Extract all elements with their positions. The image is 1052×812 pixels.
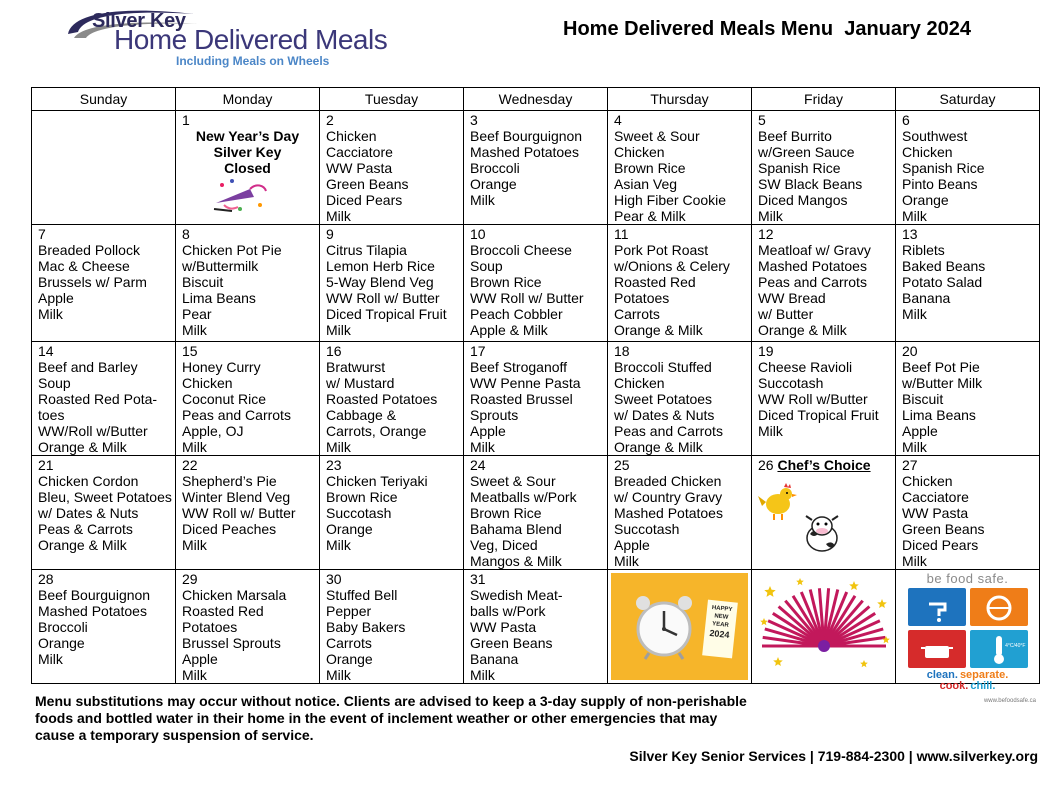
note-line: NEW xyxy=(713,613,729,621)
day-cell xyxy=(464,570,608,684)
menu-item: Milk xyxy=(326,439,351,455)
menu-item: Potatoes xyxy=(182,619,238,635)
day-number: 13 xyxy=(902,226,918,242)
menu-item: Coconut Rice xyxy=(182,391,267,407)
day-number: 10 xyxy=(470,226,486,242)
silver-key-logo xyxy=(64,4,414,68)
cow-icon xyxy=(802,512,842,556)
menu-item: Southwest xyxy=(902,128,968,144)
day-cell xyxy=(608,342,752,456)
menu-item: Winter Blend Veg xyxy=(182,489,291,505)
day-number: 11 xyxy=(614,226,629,242)
menu-item: Beef Burrito xyxy=(758,128,832,144)
menu-item: WW Roll w/Butter xyxy=(758,391,868,407)
day-cell xyxy=(464,342,608,456)
day-number: 28 xyxy=(38,571,54,587)
day-number: 18 xyxy=(614,343,630,359)
menu-item: Breaded Pollock xyxy=(38,242,140,258)
menu-item: w/ Dates & Nuts xyxy=(614,407,715,423)
menu-item: WW Roll w/ Butter xyxy=(182,505,296,521)
menu-item: Orange xyxy=(470,176,517,192)
menu-item: Broccoli xyxy=(38,619,88,635)
menu-item: WW Roll w/ Butter xyxy=(470,290,584,306)
holiday-note: Closed xyxy=(224,160,271,176)
day-cell xyxy=(320,111,464,225)
menu-item: WW Pasta xyxy=(902,505,969,521)
menu-item: Beef Bourguignon xyxy=(470,128,583,144)
menu-item: Beef Pot Pie xyxy=(902,359,980,375)
menu-item: Roasted Brussel xyxy=(470,391,573,407)
menu-item: Carrots, Orange xyxy=(326,423,427,439)
menu-item: Mashed Potatoes xyxy=(470,144,579,160)
menu-item: Cheese Ravioli xyxy=(758,359,853,375)
day-number: 16 xyxy=(326,343,342,359)
poster-word: chill. xyxy=(970,680,996,692)
day-number: 31 xyxy=(470,571,486,587)
menu-item: Diced Mangos xyxy=(758,192,848,208)
alarm-clock-icon xyxy=(629,591,699,661)
day-cell xyxy=(176,111,320,225)
menu-item: Shepherd’s Pie xyxy=(182,473,277,489)
menu-item: Brown Rice xyxy=(614,160,686,176)
menu-item: Orange & Milk xyxy=(614,322,703,338)
menu-item: Apple xyxy=(614,537,650,553)
day-cell xyxy=(896,111,1040,225)
menu-item: Orange xyxy=(902,192,949,208)
menu-item: Cabbage & xyxy=(326,407,397,423)
menu-item: Carrots xyxy=(326,635,372,651)
menu-item: Chicken xyxy=(326,128,377,144)
day-cell xyxy=(896,342,1040,456)
menu-item: Chicken xyxy=(614,375,665,391)
menu-item: Roasted Red xyxy=(182,603,264,619)
day-number: 9 xyxy=(326,226,334,242)
menu-item: Chicken xyxy=(902,144,953,160)
menu-item: Milk xyxy=(326,322,351,338)
day-cell xyxy=(608,111,752,225)
menu-item: Roasted Red xyxy=(614,274,696,290)
day-cell xyxy=(608,570,752,684)
menu-item: w/Buttermilk xyxy=(182,258,259,274)
poster-icon-grid xyxy=(899,588,1036,668)
poster-title: be food safe. xyxy=(926,571,1009,586)
day-number: 24 xyxy=(470,457,486,473)
menu-item: Chicken Pot Pie xyxy=(182,242,282,258)
menu-item: Bleu, Sweet Potatoes xyxy=(38,489,172,505)
menu-item: High Fiber Cookie xyxy=(614,192,727,208)
poster-word: clean. xyxy=(926,669,958,681)
substitution-notice: Menu substitutions may occur without notice. Clients are advised to keep a 3-day supply of non-perishable foods and bottled water in their home in the event of inclement weather or other emergencies that may cause a temporary suspension of service. xyxy=(35,693,747,743)
day-cell xyxy=(32,111,176,225)
menu-item: Chicken xyxy=(182,375,233,391)
happy-new-year-note xyxy=(702,600,738,659)
page-title: Home Delivered Meals Menu January 2024 xyxy=(563,18,971,40)
day-number: 2 xyxy=(326,112,334,128)
week-row xyxy=(32,456,1040,570)
day-number: 29 xyxy=(182,571,198,587)
menu-item: Peas and Carrots xyxy=(614,423,723,439)
menu-item: Carrots xyxy=(614,306,660,322)
day-number: 6 xyxy=(902,112,910,128)
day-number: 17 xyxy=(470,343,486,359)
menu-item: Beef Stroganoff xyxy=(470,359,568,375)
menu-item: w/Butter Milk xyxy=(902,375,983,391)
weekday-header: Tuesday xyxy=(320,88,464,111)
day-number: 27 xyxy=(902,457,918,473)
week-row xyxy=(32,111,1040,225)
menu-item: Sweet & Sour xyxy=(470,473,556,489)
day-number: 3 xyxy=(470,112,478,128)
weekday-header: Friday xyxy=(752,88,896,111)
menu-item: Succotash xyxy=(326,505,392,521)
menu-item: Orange & Milk xyxy=(38,537,127,553)
week-row xyxy=(32,570,1040,684)
menu-item: Lima Beans xyxy=(182,290,256,306)
menu-item: Bratwurst xyxy=(326,359,386,375)
menu-item: Pear xyxy=(182,306,212,322)
menu-item: Pear & Milk xyxy=(614,208,686,224)
menu-item: Peas and Carrots xyxy=(758,274,867,290)
menu-item: WW Pasta xyxy=(470,619,537,635)
day-cell xyxy=(608,225,752,342)
day-cell xyxy=(608,456,752,570)
menu-item: Citrus Tilapia xyxy=(326,242,407,258)
day-number: 15 xyxy=(182,343,198,359)
menu-item: Pepper xyxy=(326,603,372,619)
menu-item: Succotash xyxy=(614,521,680,537)
menu-item: Diced Tropical Fruit xyxy=(758,407,879,423)
menu-item: Milk xyxy=(38,651,63,667)
menu-item: Apple xyxy=(902,423,938,439)
menu-item: Brown Rice xyxy=(470,505,542,521)
day-number: 1 xyxy=(182,112,190,128)
thermometer-label: 4°C/40°F xyxy=(1005,643,1026,649)
menu-item: Diced Peaches xyxy=(182,521,277,537)
day-number: 7 xyxy=(38,226,46,242)
menu-item: Milk xyxy=(470,192,495,208)
menu-item: Apple & Milk xyxy=(470,322,548,338)
menu-item: Baked Beans xyxy=(902,258,986,274)
day-cell xyxy=(320,342,464,456)
new-year-clock-picture xyxy=(611,573,748,680)
menu-item: Milk xyxy=(902,306,927,322)
menu-item: Green Beans xyxy=(902,521,985,537)
menu-item: Milk xyxy=(326,208,351,224)
weekday-header: Sunday xyxy=(32,88,176,111)
menu-item: SW Black Beans xyxy=(758,176,863,192)
menu-item: Veg, Diced xyxy=(470,537,538,553)
menu-item: Honey Curry xyxy=(182,359,261,375)
menu-item: Potato Salad xyxy=(902,274,983,290)
day-cell xyxy=(752,225,896,342)
menu-item: Apple, OJ xyxy=(182,423,244,439)
day-cell xyxy=(320,225,464,342)
day-number: 30 xyxy=(326,571,342,587)
menu-item: Milk xyxy=(470,439,495,455)
menu-item: Apple xyxy=(470,423,506,439)
menu-item: Milk xyxy=(470,667,495,683)
menu-item: Asian Veg xyxy=(614,176,678,192)
menu-item: Chicken xyxy=(902,473,953,489)
menu-item: 5-Way Blend Veg xyxy=(326,274,434,290)
menu-item: Diced Tropical Fruit xyxy=(326,306,447,322)
menu-item: Swedish Meat- xyxy=(470,587,563,603)
logo-tagline: Including Meals on Wheels xyxy=(176,54,330,68)
menu-item: Soup xyxy=(470,258,503,274)
menu-item: Milk xyxy=(38,306,63,322)
menu-item: Biscuit xyxy=(902,391,944,407)
menu-item: Peas & Carrots xyxy=(38,521,133,537)
menu-item: Stuffed Bell xyxy=(326,587,398,603)
menu-item: Mangos & Milk xyxy=(470,553,562,569)
day-cell xyxy=(176,456,320,570)
menu-item: WW Roll w/ Butter xyxy=(326,290,440,306)
menu-item: Brussels w/ Parm xyxy=(38,274,147,290)
menu-item: Pinto Beans xyxy=(902,176,978,192)
menu-item: Brown Rice xyxy=(326,489,398,505)
menu-item: Orange & Milk xyxy=(758,322,847,338)
holiday-note: New Year’s Day xyxy=(195,128,300,144)
menu-item: Broccoli Stuffed xyxy=(614,359,712,375)
menu-calendar xyxy=(31,87,1040,704)
menu-item: Mashed Potatoes xyxy=(614,505,723,521)
menu-item: Breaded Chicken xyxy=(614,473,722,489)
menu-item: Milk xyxy=(182,667,207,683)
menu-item: Milk xyxy=(182,537,207,553)
menu-item: Mashed Potatoes xyxy=(38,603,147,619)
day-number: 25 xyxy=(614,457,630,473)
weekday-header: Monday xyxy=(176,88,320,111)
day-number: 22 xyxy=(182,457,198,473)
clean-tap-icon xyxy=(908,588,966,626)
menu-item: Broccoli Cheese xyxy=(470,242,572,258)
menu-item: Chicken Teriyaki xyxy=(326,473,428,489)
menu-item: Orange xyxy=(38,635,85,651)
menu-item: Potatoes xyxy=(614,290,670,306)
menu-item: Chicken Cordon xyxy=(38,473,139,489)
menu-item: WW/Roll w/Butter xyxy=(38,423,148,439)
day-cell xyxy=(752,111,896,225)
menu-item: WW Penne Pasta xyxy=(470,375,581,391)
day-cell xyxy=(32,342,176,456)
day-cell xyxy=(464,456,608,570)
note-line: 2024 xyxy=(708,627,730,640)
cook-pot-icon xyxy=(908,630,966,668)
menu-item: Lemon Herb Rice xyxy=(326,258,435,274)
holiday-note: Silver Key xyxy=(213,144,282,160)
menu-item: Roasted Red Pota- xyxy=(38,391,158,407)
menu-item: toes xyxy=(38,407,65,423)
menu-item: Roasted Potatoes xyxy=(326,391,438,407)
menu-item: Cacciatore xyxy=(902,489,969,505)
menu-item: Lima Beans xyxy=(902,407,976,423)
day-cell xyxy=(752,570,896,684)
separate-plate-icon xyxy=(970,588,1028,626)
menu-item: Sweet Potatoes xyxy=(614,391,713,407)
weekday-header-row xyxy=(32,88,1040,111)
menu-item: w/ Dates & Nuts xyxy=(38,505,139,521)
day-number: 21 xyxy=(38,457,54,473)
week-row xyxy=(32,342,1040,456)
day-cell xyxy=(752,456,896,570)
menu-item: Peas and Carrots xyxy=(182,407,291,423)
menu-item: Milk xyxy=(326,667,351,683)
day-number: 19 xyxy=(758,343,774,359)
day-cell xyxy=(896,456,1040,570)
menu-item: Orange & Milk xyxy=(38,439,127,455)
menu-item: Orange & Milk xyxy=(614,439,703,455)
menu-item: Sweet & Sour xyxy=(614,128,700,144)
menu-item: Milk xyxy=(182,439,207,455)
menu-item: Beef and Barley xyxy=(38,359,138,375)
menu-item: Milk xyxy=(758,208,783,224)
day-number: 8 xyxy=(182,226,190,242)
menu-item: Milk xyxy=(326,537,351,553)
menu-item: Green Beans xyxy=(326,176,409,192)
menu-item: Diced Pears xyxy=(326,192,403,208)
chill-thermometer-icon xyxy=(970,630,1028,668)
menu-item: WW Bread xyxy=(758,290,826,306)
menu-item: Biscuit xyxy=(182,274,224,290)
menu-item: Milk xyxy=(182,322,207,338)
day-number: 5 xyxy=(758,112,766,128)
menu-item: Baby Bakers xyxy=(326,619,406,635)
day-cell xyxy=(176,225,320,342)
menu-item: Meatloaf w/ Gravy xyxy=(758,242,871,258)
menu-item: Milk xyxy=(758,423,783,439)
menu-item: Brussel Sprouts xyxy=(182,635,281,651)
menu-item: Orange xyxy=(326,521,373,537)
contact-line: Silver Key Senior Services | 719-884-2300 | www.silverkey.org xyxy=(629,748,1038,764)
day-cell xyxy=(32,456,176,570)
menu-item: Banana xyxy=(470,651,519,667)
menu-item: Meatballs w/Pork xyxy=(470,489,577,505)
menu-item: Cacciatore xyxy=(326,144,393,160)
day-number: 12 xyxy=(758,226,774,242)
menu-item: w/ Country Gravy xyxy=(614,489,723,505)
menu-item: Diced Pears xyxy=(902,537,979,553)
chefs-choice-label: Chef’s Choice xyxy=(777,457,871,473)
day-cell xyxy=(896,225,1040,342)
poster-word: separate. xyxy=(959,669,1009,681)
party-horn-icon xyxy=(210,175,270,215)
menu-item: Apple xyxy=(38,290,74,306)
menu-item: Mac & Cheese xyxy=(38,258,130,274)
menu-item: Chicken Marsala xyxy=(182,587,287,603)
menu-item: Sprouts xyxy=(470,407,519,423)
menu-item: Spanish Rice xyxy=(758,160,841,176)
day-cell xyxy=(320,456,464,570)
day-cell xyxy=(464,225,608,342)
fireworks-picture xyxy=(754,576,894,672)
menu-item: Pork Pot Roast xyxy=(614,242,709,258)
be-food-safe-poster xyxy=(899,571,1036,704)
weekday-header: Wednesday xyxy=(464,88,608,111)
menu-item: w/Green Sauce xyxy=(758,144,855,160)
day-number: 26 xyxy=(758,457,774,473)
menu-item: Beef Bourguignon xyxy=(38,587,151,603)
menu-item: Mashed Potatoes xyxy=(758,258,867,274)
menu-item: Bahama Blend xyxy=(470,521,562,537)
poster-word: cook. xyxy=(939,680,969,692)
menu-item: w/Onions & Celery xyxy=(614,258,730,274)
day-number: 4 xyxy=(614,112,622,128)
weekday-header: Thursday xyxy=(608,88,752,111)
poster-slogan xyxy=(899,670,1036,692)
menu-item: Milk xyxy=(902,208,927,224)
menu-item: Soup xyxy=(38,375,71,391)
menu-item: w/ Butter xyxy=(758,306,814,322)
note-line: HAPPY xyxy=(711,605,733,614)
logo-org-name: Silver Key xyxy=(92,10,186,32)
day-number: 20 xyxy=(902,343,918,359)
weekday-header: Saturday xyxy=(896,88,1040,111)
menu-item: Spanish Rice xyxy=(902,160,985,176)
menu-item: Brown Rice xyxy=(470,274,542,290)
day-number: 23 xyxy=(326,457,342,473)
menu-item: Milk xyxy=(902,553,927,569)
chicken-icon xyxy=(756,482,800,522)
menu-item: balls w/Pork xyxy=(470,603,546,619)
menu-item: Green Beans xyxy=(470,635,553,651)
menu-item: Peach Cobbler xyxy=(470,306,563,322)
menu-item: Chicken xyxy=(614,144,665,160)
week-row xyxy=(32,225,1040,342)
menu-item: Broccoli xyxy=(470,160,520,176)
menu-item: w/ Mustard xyxy=(326,375,395,391)
menu-item: WW Pasta xyxy=(326,160,393,176)
menu-item: Orange xyxy=(326,651,373,667)
poster-url: www.befoodsafe.ca xyxy=(983,698,1036,704)
day-cell xyxy=(32,225,176,342)
day-cell xyxy=(320,570,464,684)
menu-item: Riblets xyxy=(902,242,945,258)
menu-item: Succotash xyxy=(758,375,824,391)
note-line: YEAR xyxy=(711,621,730,629)
day-cell xyxy=(464,111,608,225)
menu-item: Milk xyxy=(902,439,927,455)
day-cell xyxy=(32,570,176,684)
menu-item: Milk xyxy=(614,553,639,569)
day-cell xyxy=(752,342,896,456)
day-cell xyxy=(896,570,1040,704)
menu-item: Banana xyxy=(902,290,951,306)
logo-title: Home Delivered Meals xyxy=(114,24,388,55)
day-number: 14 xyxy=(38,343,54,359)
day-cell xyxy=(176,342,320,456)
day-cell xyxy=(176,570,320,684)
menu-item: Apple xyxy=(182,651,218,667)
